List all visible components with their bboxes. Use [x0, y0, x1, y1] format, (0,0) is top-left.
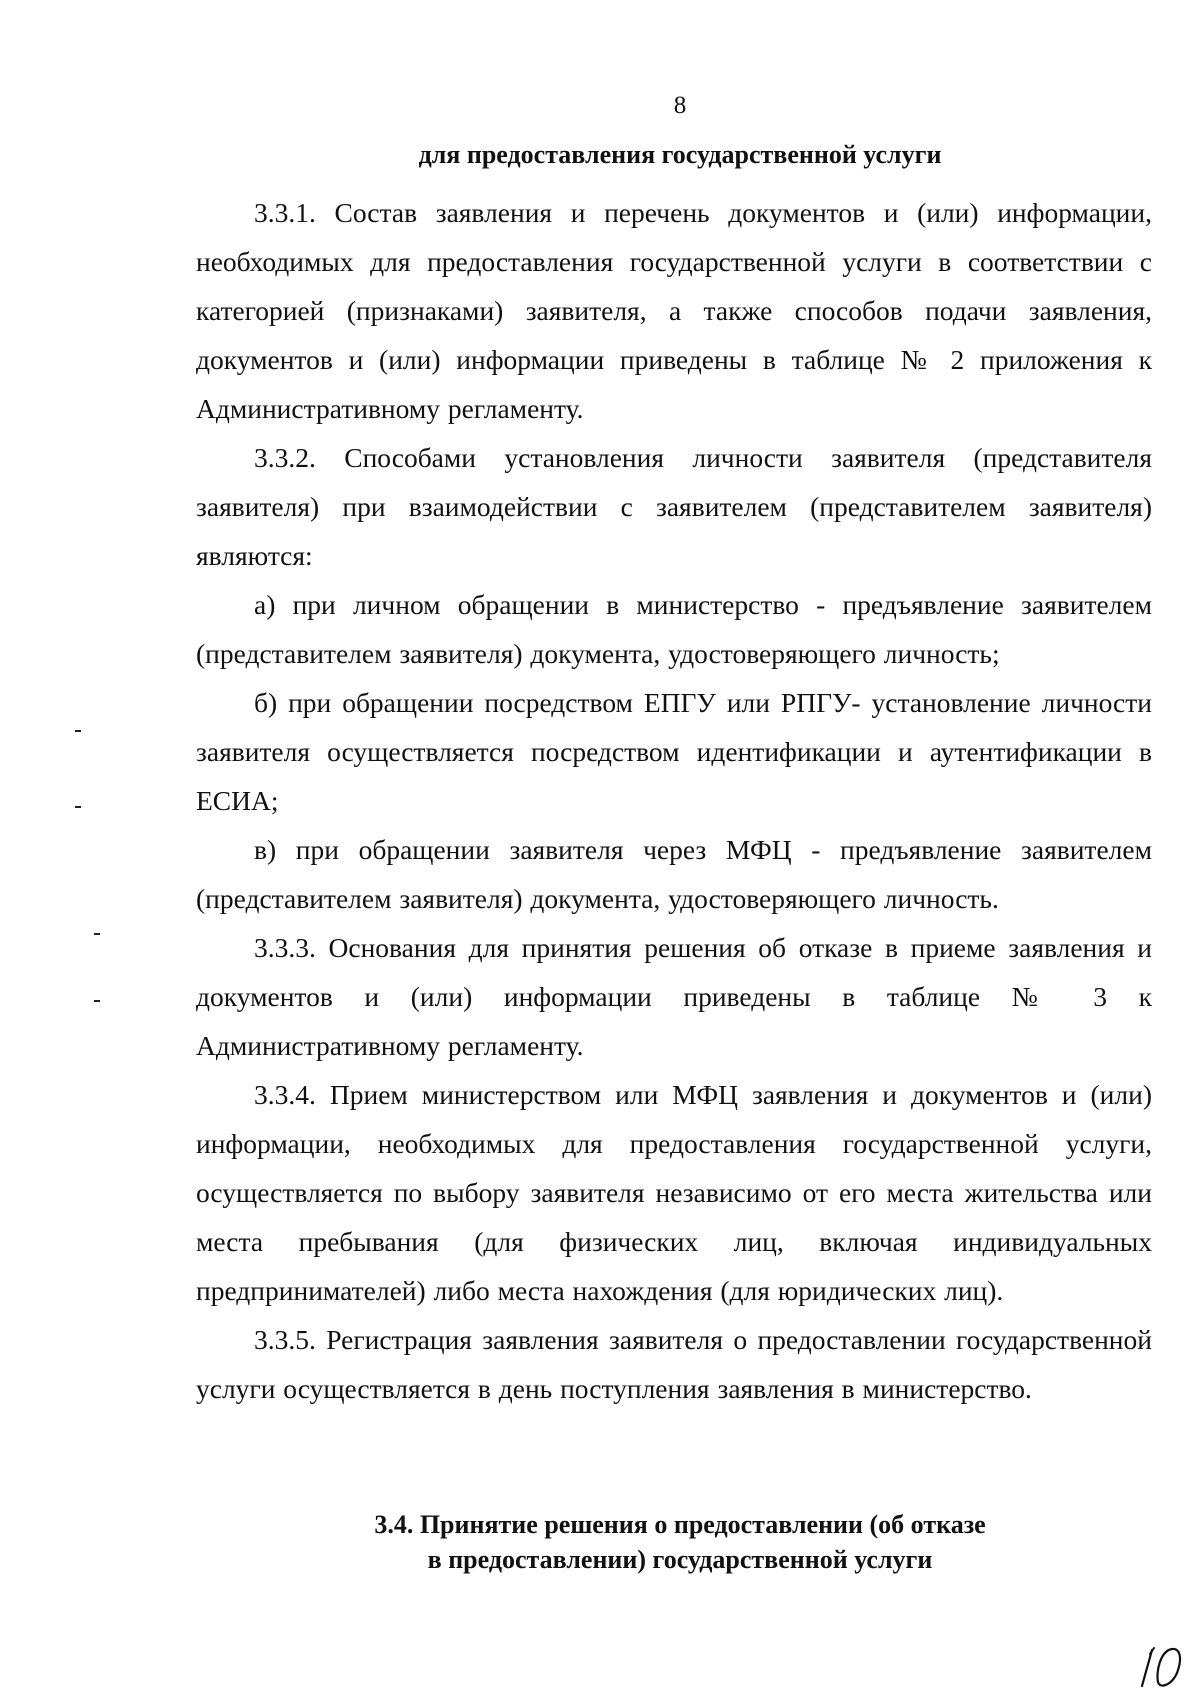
paragraph-3-3-5: 3.3.5. Регистрация заявления заявителя о предоставлении государственной услуги осуществляется в день поступления заявления в министерство.: [196, 1324, 1152, 1404]
paragraph-3-3-2-a: а) при личном обращении в министерство - предъявление заявителем (представителем заявителя) документа, удостоверяющего личность;: [196, 589, 1152, 669]
paragraph-3-3-2: 3.3.2. Способами установления личности заявителя (представителя заявителя) при взаимодействии с заявителем (представителем заявителя) являются:: [196, 442, 1152, 571]
document-body: [196, 188, 1152, 1413]
paragraph-3-3-1: 3.3.1. Состав заявления и перечень документов и (или) информации, необходимых для предоставления государственной услуги в соответствии с категорией (признаками) заявителя, а также способов подачи заявления, документов и (или) информации приведены в таблице № 2 приложения к Административному регламенту.: [196, 197, 1152, 424]
page-number: 8: [673, 92, 687, 119]
paragraph-3-3-4: 3.3.4. Прием министерством или МФЦ заявления и документов и (или) информации, необходимых для предоставления государственной услуги, осуществляется по выбору заявителя независимо от его места жительства или места пребывания (для физических лиц, включая индивидуальных предпринимателей) либо места нахождения (для юридических лиц).: [196, 1079, 1152, 1306]
section-heading-3-4: [0, 1507, 1200, 1577]
section-heading-line-1: 3.4. Принятие решения о предоставлении (об отказе: [374, 1510, 986, 1539]
paragraph-3-3-3: 3.3.3. Основания для принятия решения об отказе в приеме заявления и документов и (или) информации приведены в таблице № 3 к Административному регламенту.: [196, 932, 1152, 1061]
paragraph-3-3-2-v: в) при обращении заявителя через МФЦ - предъявление заявителем (представителем заявителя) документа, удостоверяющего личность.: [196, 834, 1152, 914]
margin-scan-mark: [75, 806, 81, 808]
handwritten-sheet-number: [1138, 1642, 1188, 1690]
section-title-continuation: для предоставления государственной услуги: [418, 140, 942, 169]
paragraph-3-3-2-b: б) при обращении посредством ЕПГУ или РПГУ- установление личности заявителя осуществляется посредством идентификации и аутентификации в ЕСИА;: [196, 687, 1152, 816]
margin-scan-mark: [94, 933, 100, 935]
margin-scan-mark: [75, 730, 81, 732]
margin-scan-mark: [94, 1000, 100, 1002]
section-heading-line-2: в предоставлении) государственной услуги: [427, 1545, 933, 1574]
